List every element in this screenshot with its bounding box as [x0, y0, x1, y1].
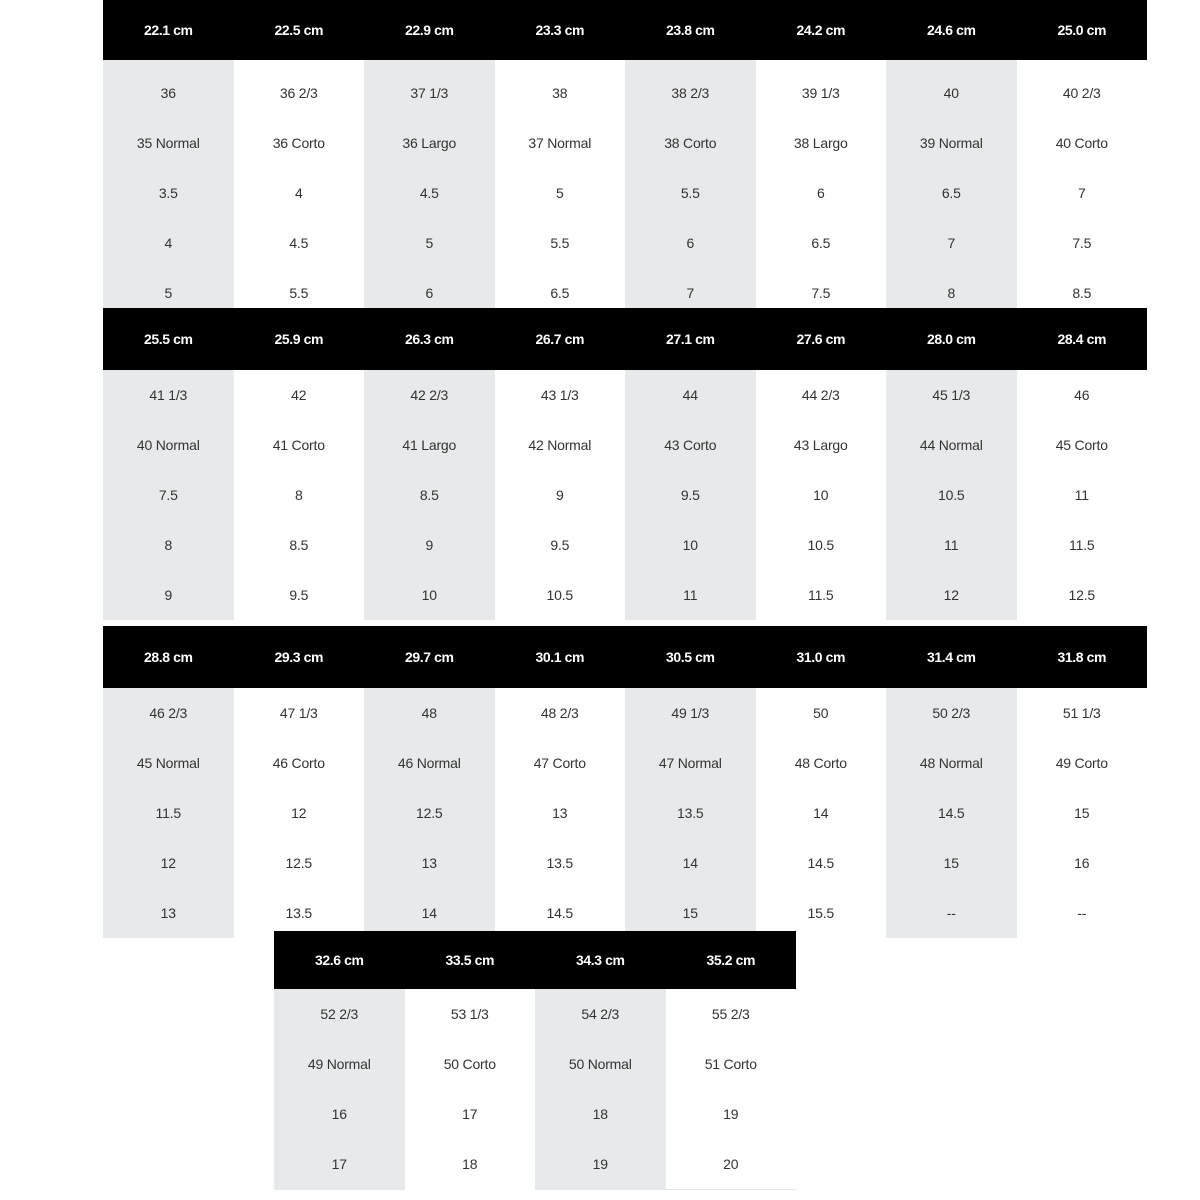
table-cell: 10 — [813, 487, 829, 503]
table-cell: 4.5 — [289, 235, 309, 251]
size-column — [495, 308, 626, 620]
size-column — [364, 0, 495, 318]
cm-header: 25.9 cm — [234, 308, 365, 370]
table-cell: 44 — [682, 387, 698, 403]
table-cell: 18 — [462, 1156, 478, 1172]
size-column — [535, 931, 666, 1190]
table-cell: 45 Normal — [136, 755, 200, 771]
table-cell: 11.5 — [1069, 537, 1095, 553]
cm-header: 24.2 cm — [756, 0, 887, 60]
table-cell: 50 2/3 — [932, 705, 971, 721]
table-cell: 36 Corto — [272, 135, 325, 151]
table-cell: 5 — [164, 285, 173, 301]
size-column — [886, 626, 1017, 938]
table-cell: 6.5 — [811, 235, 831, 251]
table-cell: 38 Largo — [793, 135, 848, 151]
table-cell: 4 — [164, 235, 173, 251]
cm-header: 33.5 cm — [405, 931, 536, 989]
table-cell: 52 2/3 — [320, 1006, 359, 1022]
table-cell: 14 — [813, 805, 829, 821]
table-cell: 10.5 — [546, 587, 573, 603]
size-column — [405, 931, 536, 1190]
table-cell: 15 — [943, 855, 959, 871]
table-cell: 6 — [425, 285, 434, 301]
size-table-block-3 — [103, 626, 1147, 938]
table-cell: 40 2/3 — [1062, 85, 1101, 101]
table-cell: 10.5 — [807, 537, 834, 553]
table-cell: 36 — [160, 85, 176, 101]
table-cell: 6.5 — [941, 185, 961, 201]
cm-header: 29.3 cm — [234, 626, 365, 688]
cm-header: 31.4 cm — [886, 626, 1017, 688]
table-cell: 51 1/3 — [1062, 705, 1101, 721]
table-cell: 8 — [164, 537, 173, 553]
table-cell: 9.5 — [680, 487, 700, 503]
table-cell: 16 — [331, 1106, 347, 1122]
cm-header: 31.8 cm — [1017, 626, 1148, 688]
table-cell: 43 Corto — [664, 437, 717, 453]
size-column — [234, 626, 365, 938]
cm-header: 24.6 cm — [886, 0, 1017, 60]
cm-header: 22.5 cm — [234, 0, 365, 60]
table-cell: 4 — [294, 185, 303, 201]
table-cell: 5.5 — [289, 285, 309, 301]
table-cell: 49 Corto — [1055, 755, 1108, 771]
size-column — [1017, 626, 1148, 938]
table-cell: 47 1/3 — [279, 705, 318, 721]
table-cell: 10.5 — [938, 487, 965, 503]
table-cell: 19 — [723, 1106, 739, 1122]
table-cell: 7 — [686, 285, 695, 301]
size-column — [364, 626, 495, 938]
table-cell: 9 — [164, 587, 173, 603]
size-column — [364, 308, 495, 620]
cm-header: 30.1 cm — [495, 626, 626, 688]
table-cell: 46 — [1074, 387, 1090, 403]
size-column — [234, 308, 365, 620]
table-cell: 7 — [1077, 185, 1086, 201]
table-cell: 8 — [294, 487, 303, 503]
table-cell: 11 — [1074, 487, 1089, 503]
table-cell: 11.5 — [155, 805, 181, 821]
cm-header: 22.1 cm — [103, 0, 234, 60]
table-cell: 48 — [421, 705, 437, 721]
table-cell: 12.5 — [285, 855, 312, 871]
table-cell: 14.5 — [807, 855, 834, 871]
table-cell: 13.5 — [546, 855, 573, 871]
table-cell: 39 Normal — [919, 135, 983, 151]
size-column — [625, 626, 756, 938]
table-cell: 6 — [816, 185, 825, 201]
table-cell: 7 — [947, 235, 956, 251]
table-cell: 41 1/3 — [149, 387, 188, 403]
cm-header: 31.0 cm — [756, 626, 887, 688]
table-cell: 14 — [682, 855, 698, 871]
table-cell: 54 2/3 — [581, 1006, 620, 1022]
table-cell: 35 Normal — [136, 135, 200, 151]
table-cell: 14.5 — [546, 905, 573, 921]
table-cell: 15 — [1074, 805, 1090, 821]
cm-header: 26.3 cm — [364, 308, 495, 370]
table-cell: 8 — [947, 285, 956, 301]
table-cell: 7.5 — [1072, 235, 1092, 251]
table-cell: 13.5 — [677, 805, 704, 821]
table-cell: 41 Corto — [272, 437, 325, 453]
table-cell: 9.5 — [550, 537, 570, 553]
cm-header: 26.7 cm — [495, 308, 626, 370]
table-cell: 11 — [683, 587, 698, 603]
table-cell: 12 — [291, 805, 307, 821]
table-cell: 12.5 — [1068, 587, 1095, 603]
cm-header: 25.0 cm — [1017, 0, 1148, 60]
table-cell: 20 — [723, 1156, 739, 1172]
table-cell: 41 Largo — [402, 437, 457, 453]
table-cell: 11.5 — [808, 587, 834, 603]
table-cell: 5 — [555, 185, 564, 201]
table-cell: 19 — [592, 1156, 608, 1172]
table-cell: 9 — [425, 537, 434, 553]
table-cell: 50 — [813, 705, 829, 721]
table-cell: 11 — [944, 537, 959, 553]
table-cell: 9.5 — [289, 587, 309, 603]
table-cell: 40 — [943, 85, 959, 101]
table-cell: 47 Corto — [533, 755, 586, 771]
cm-header: 35.2 cm — [666, 931, 797, 989]
table-cell: 10 — [421, 587, 437, 603]
table-cell: 55 2/3 — [711, 1006, 750, 1022]
table-cell: 48 Normal — [919, 755, 983, 771]
table-cell: 15.5 — [807, 905, 834, 921]
size-column — [234, 0, 365, 318]
table-cell: 8.5 — [1072, 285, 1092, 301]
cm-header: 29.7 cm — [364, 626, 495, 688]
table-cell: 13 — [160, 905, 176, 921]
table-cell: 7.5 — [158, 487, 178, 503]
table-cell: 8.5 — [289, 537, 309, 553]
cm-header: 28.0 cm — [886, 308, 1017, 370]
table-cell: 40 Normal — [136, 437, 200, 453]
table-cell: 43 Largo — [793, 437, 848, 453]
cm-header: 28.8 cm — [103, 626, 234, 688]
table-cell: 44 2/3 — [801, 387, 840, 403]
table-cell: 42 — [291, 387, 307, 403]
cm-header: 23.3 cm — [495, 0, 626, 60]
table-cell: 38 — [552, 85, 568, 101]
table-cell: 13 — [421, 855, 437, 871]
table-cell: 12 — [943, 587, 959, 603]
table-cell: 42 Normal — [528, 437, 592, 453]
table-cell: 48 2/3 — [540, 705, 579, 721]
size-column — [1017, 308, 1148, 620]
table-cell: 17 — [331, 1156, 347, 1172]
table-cell: 53 1/3 — [450, 1006, 489, 1022]
size-column — [274, 931, 405, 1190]
table-cell: 17 — [462, 1106, 478, 1122]
cm-header: 23.8 cm — [625, 0, 756, 60]
cm-header: 27.6 cm — [756, 308, 887, 370]
table-cell: 5.5 — [680, 185, 700, 201]
size-column — [625, 0, 756, 318]
size-table-block-1 — [103, 0, 1147, 318]
size-column — [756, 308, 887, 620]
table-cell: 44 Normal — [919, 437, 983, 453]
size-column — [756, 0, 887, 318]
table-cell: 36 2/3 — [279, 85, 318, 101]
table-cell: 43 1/3 — [540, 387, 579, 403]
cm-header: 27.1 cm — [625, 308, 756, 370]
cm-header: 28.4 cm — [1017, 308, 1148, 370]
cm-header: 25.5 cm — [103, 308, 234, 370]
table-cell: 5 — [425, 235, 434, 251]
table-cell: 48 Corto — [794, 755, 847, 771]
table-cell: 46 2/3 — [149, 705, 188, 721]
table-cell: 18 — [592, 1106, 608, 1122]
table-cell: 39 1/3 — [801, 85, 840, 101]
table-cell: 13.5 — [285, 905, 312, 921]
size-table-block-2 — [103, 308, 1147, 620]
size-column — [495, 626, 626, 938]
table-cell: 10 — [682, 537, 698, 553]
table-cell: 8.5 — [419, 487, 439, 503]
cm-header: 22.9 cm — [364, 0, 495, 60]
table-cell: 4.5 — [419, 185, 439, 201]
table-cell: 50 Corto — [443, 1056, 496, 1072]
table-cell: 7.5 — [811, 285, 831, 301]
table-cell: 42 2/3 — [410, 387, 449, 403]
table-cell: 38 2/3 — [671, 85, 710, 101]
table-cell: 49 1/3 — [671, 705, 710, 721]
size-column — [103, 308, 234, 620]
table-cell: 13 — [552, 805, 568, 821]
table-cell: 37 1/3 — [410, 85, 449, 101]
table-cell: 5.5 — [550, 235, 570, 251]
table-cell: 40 Corto — [1055, 135, 1108, 151]
table-cell: 16 — [1074, 855, 1090, 871]
table-cell: 47 Normal — [658, 755, 722, 771]
table-cell: 37 Normal — [528, 135, 592, 151]
table-cell: 49 Normal — [307, 1056, 371, 1072]
table-cell: -- — [946, 905, 956, 921]
size-column — [103, 626, 234, 938]
table-cell: 12.5 — [416, 805, 443, 821]
size-column — [666, 931, 797, 1190]
size-column — [495, 0, 626, 318]
table-cell: 36 Largo — [402, 135, 457, 151]
table-cell: 14.5 — [938, 805, 965, 821]
size-table-block-4 — [274, 931, 796, 1190]
cm-header: 32.6 cm — [274, 931, 405, 989]
cm-header: 34.3 cm — [535, 931, 666, 989]
size-column — [886, 0, 1017, 318]
table-cell: 6 — [686, 235, 695, 251]
table-cell: 46 Normal — [397, 755, 461, 771]
table-cell: 45 1/3 — [932, 387, 971, 403]
table-cell: -- — [1077, 905, 1087, 921]
size-column — [103, 0, 234, 318]
table-cell: 15 — [682, 905, 698, 921]
table-cell: 12 — [160, 855, 176, 871]
cm-header: 30.5 cm — [625, 626, 756, 688]
table-cell: 14 — [421, 905, 437, 921]
table-cell: 46 Corto — [272, 755, 325, 771]
table-cell: 51 Corto — [704, 1056, 757, 1072]
size-column — [886, 308, 1017, 620]
size-column — [625, 308, 756, 620]
table-cell: 45 Corto — [1055, 437, 1108, 453]
table-cell: 3.5 — [158, 185, 178, 201]
table-cell: 6.5 — [550, 285, 570, 301]
table-cell: 38 Corto — [664, 135, 717, 151]
size-column — [756, 626, 887, 938]
table-cell: 9 — [555, 487, 564, 503]
size-column — [1017, 0, 1148, 318]
table-cell: 50 Normal — [568, 1056, 632, 1072]
